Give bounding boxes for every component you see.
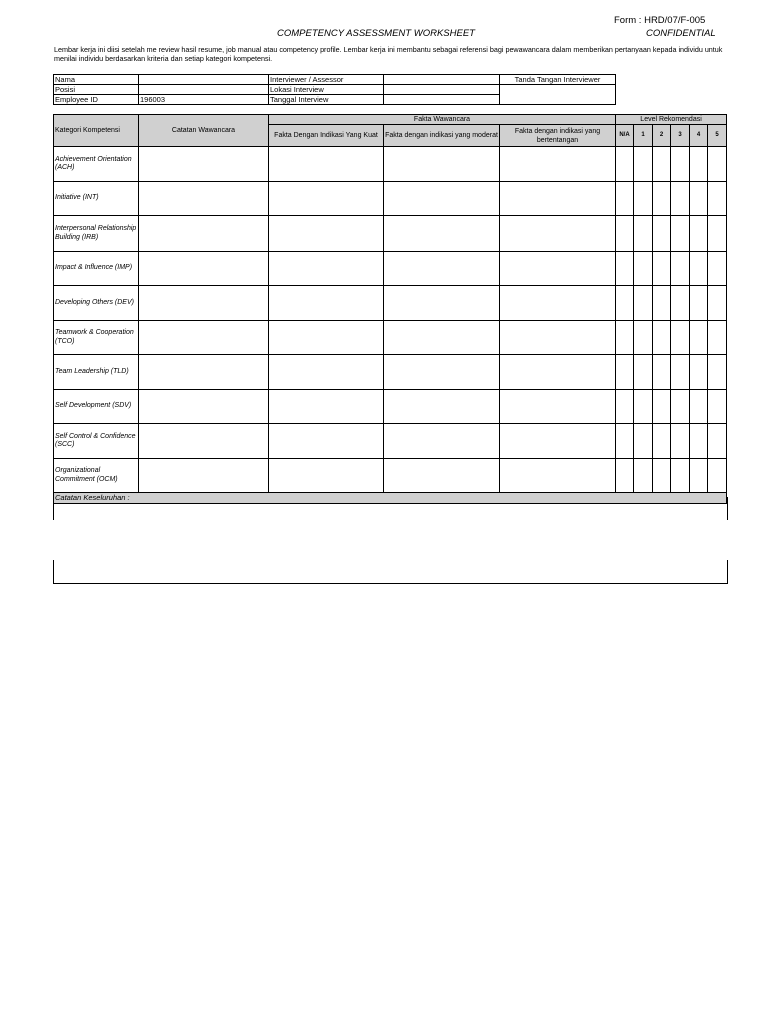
- header-level-na: N/A: [616, 125, 634, 147]
- catatan-cell[interactable]: [139, 355, 269, 390]
- fakta-bertentangan-cell[interactable]: [500, 459, 616, 493]
- level-3-cell[interactable]: [671, 286, 690, 321]
- fakta-kuat-cell[interactable]: [269, 321, 384, 355]
- level-4-cell[interactable]: [690, 459, 708, 493]
- header-level-2: 2: [653, 125, 671, 147]
- confidential-label: CONFIDENTIAL: [646, 28, 716, 39]
- fakta-moderat-cell[interactable]: [384, 147, 500, 182]
- level-4-cell[interactable]: [690, 286, 708, 321]
- fakta-bertentangan-cell[interactable]: [500, 321, 616, 355]
- level-3-cell[interactable]: [671, 355, 690, 390]
- competency-row: [54, 216, 727, 252]
- header-level-5: 5: [708, 125, 727, 147]
- lokasi-field[interactable]: [384, 85, 500, 95]
- competency-name: Achievement Orientation (ACH): [54, 147, 139, 182]
- document-title: COMPETENCY ASSESSMENT WORKSHEET: [277, 28, 475, 39]
- nama-label: Nama: [54, 75, 139, 85]
- competency-name: Team Leadership (TLD): [54, 355, 139, 390]
- fakta-moderat-cell[interactable]: [384, 216, 500, 252]
- level-3-cell[interactable]: [671, 424, 690, 459]
- level-4-cell[interactable]: [690, 355, 708, 390]
- level-2-cell[interactable]: [653, 390, 671, 424]
- header-level-3: 3: [671, 125, 690, 147]
- fakta-moderat-cell[interactable]: [384, 252, 500, 286]
- competency-table: [53, 114, 727, 504]
- catatan-cell[interactable]: [139, 459, 269, 493]
- interviewer-field[interactable]: [384, 75, 500, 85]
- fakta-moderat-cell[interactable]: [384, 424, 500, 459]
- level-na-cell[interactable]: [616, 182, 634, 216]
- signature-field[interactable]: [500, 85, 616, 105]
- level-5-cell[interactable]: [708, 321, 727, 355]
- nama-field[interactable]: [139, 75, 269, 85]
- employee-id-field[interactable]: 196003: [139, 95, 269, 105]
- employee-id-label: Employee ID: [54, 95, 139, 105]
- header-level-4: 4: [690, 125, 708, 147]
- header-fakta-bertentangan: Fakta dengan indikasi yang bertentangan: [500, 125, 616, 147]
- level-3-cell[interactable]: [671, 182, 690, 216]
- catatan-cell[interactable]: [139, 216, 269, 252]
- catatan-cell[interactable]: [139, 182, 269, 216]
- level-4-cell[interactable]: [690, 321, 708, 355]
- fakta-kuat-cell[interactable]: [269, 390, 384, 424]
- level-5-cell[interactable]: [708, 390, 727, 424]
- level-na-cell[interactable]: [616, 321, 634, 355]
- level-5-cell[interactable]: [708, 424, 727, 459]
- competency-name: Developing Others (DEV): [54, 286, 139, 321]
- level-1-cell[interactable]: [634, 182, 653, 216]
- level-1-cell[interactable]: [634, 216, 653, 252]
- competency-row: [54, 286, 727, 321]
- catatan-cell[interactable]: [139, 147, 269, 182]
- competency-name: Interpersonal Relationship Building (IRB): [54, 216, 139, 252]
- level-na-cell[interactable]: [616, 424, 634, 459]
- level-4-cell[interactable]: [690, 424, 708, 459]
- fakta-kuat-cell[interactable]: [269, 252, 384, 286]
- level-5-cell[interactable]: [708, 355, 727, 390]
- level-1-cell[interactable]: [634, 390, 653, 424]
- competency-row: [54, 424, 727, 459]
- fakta-kuat-cell[interactable]: [269, 355, 384, 390]
- level-2-cell[interactable]: [653, 216, 671, 252]
- competency-row: [54, 252, 727, 286]
- competency-name: Organizational Commitment (OCM): [54, 459, 139, 493]
- level-1-cell[interactable]: [634, 286, 653, 321]
- header-fakta-kuat: Fakta Dengan Indikasi Yang Kuat: [269, 125, 384, 147]
- level-2-cell[interactable]: [653, 286, 671, 321]
- competency-name: Self Control & Confidence (SCC): [54, 424, 139, 459]
- level-2-cell[interactable]: [653, 321, 671, 355]
- level-na-cell[interactable]: [616, 252, 634, 286]
- level-2-cell[interactable]: [653, 459, 671, 493]
- level-na-cell[interactable]: [616, 286, 634, 321]
- page-gap: [53, 520, 728, 560]
- level-4-cell[interactable]: [690, 252, 708, 286]
- level-3-cell[interactable]: [671, 216, 690, 252]
- fakta-bertentangan-cell[interactable]: [500, 252, 616, 286]
- posisi-label: Posisi: [54, 85, 139, 95]
- competency-name: Self Development (SDV): [54, 390, 139, 424]
- level-1-cell[interactable]: [634, 252, 653, 286]
- level-3-cell[interactable]: [671, 252, 690, 286]
- tanggal-label: Tanggal Interview: [269, 95, 384, 105]
- level-1-cell[interactable]: [634, 147, 653, 182]
- form-code: Form : HRD/07/F-005: [614, 15, 706, 26]
- level-2-cell[interactable]: [653, 182, 671, 216]
- level-1-cell[interactable]: [634, 459, 653, 493]
- level-3-cell[interactable]: [671, 459, 690, 493]
- fakta-kuat-cell[interactable]: [269, 216, 384, 252]
- candidate-info-table: [53, 74, 616, 105]
- level-3-cell[interactable]: [671, 147, 690, 182]
- header-fakta: Fakta Wawancara: [269, 115, 616, 125]
- header-catatan: Catatan Wawancara: [139, 115, 269, 147]
- fakta-moderat-cell[interactable]: [384, 286, 500, 321]
- competency-row: [54, 355, 727, 390]
- competency-rows: [54, 147, 727, 493]
- catatan-cell[interactable]: [139, 424, 269, 459]
- fakta-kuat-cell[interactable]: [269, 459, 384, 493]
- level-na-cell[interactable]: [616, 355, 634, 390]
- competency-name: Initiative (INT): [54, 182, 139, 216]
- fakta-moderat-cell[interactable]: [384, 355, 500, 390]
- level-5-cell[interactable]: [708, 216, 727, 252]
- header-kategori: Kategori Kompetensi: [54, 115, 139, 147]
- level-1-cell[interactable]: [634, 321, 653, 355]
- level-na-cell[interactable]: [616, 459, 634, 493]
- level-na-cell[interactable]: [616, 216, 634, 252]
- competency-row: [54, 182, 727, 216]
- level-5-cell[interactable]: [708, 286, 727, 321]
- level-5-cell[interactable]: [708, 459, 727, 493]
- competency-row: [54, 390, 727, 424]
- level-2-cell[interactable]: [653, 252, 671, 286]
- fakta-bertentangan-cell[interactable]: [500, 390, 616, 424]
- level-1-cell[interactable]: [634, 424, 653, 459]
- competency-name: Impact & Influence (IMP): [54, 252, 139, 286]
- level-4-cell[interactable]: [690, 390, 708, 424]
- level-2-cell[interactable]: [653, 355, 671, 390]
- tanggal-field[interactable]: [384, 95, 500, 105]
- header-level: Level Rekomendasi: [616, 115, 727, 125]
- fakta-bertentangan-cell[interactable]: [500, 424, 616, 459]
- level-5-cell[interactable]: [708, 252, 727, 286]
- header-fakta-moderat: Fakta dengan indikasi yang moderat: [384, 125, 500, 147]
- fakta-moderat-cell[interactable]: [384, 390, 500, 424]
- level-na-cell[interactable]: [616, 390, 634, 424]
- catatan-cell[interactable]: [139, 390, 269, 424]
- level-4-cell[interactable]: [690, 216, 708, 252]
- level-3-cell[interactable]: [671, 321, 690, 355]
- interviewer-label: Interviewer / Assessor: [269, 75, 384, 85]
- level-3-cell[interactable]: [671, 390, 690, 424]
- lokasi-label: Lokasi Interview: [269, 85, 384, 95]
- competency-row: [54, 321, 727, 355]
- fakta-moderat-cell[interactable]: [384, 459, 500, 493]
- catatan-keseluruhan-label: Catatan Keseluruhan :: [54, 493, 727, 504]
- fakta-bertentangan-cell[interactable]: [500, 216, 616, 252]
- signature-label: Tanda Tangan Interviewer: [500, 75, 616, 85]
- level-5-cell[interactable]: [708, 182, 727, 216]
- fakta-moderat-cell[interactable]: [384, 321, 500, 355]
- catatan-cell[interactable]: [139, 321, 269, 355]
- fakta-kuat-cell[interactable]: [269, 286, 384, 321]
- catatan-cell[interactable]: [139, 286, 269, 321]
- intro-text: Lembar kerja ini diisi setelah me review hasil resume, job manual atau competency profile. Lembar kerja ini membantu sebagai referensi bagi pewawancara dalam memberikan pertanyaan kepada individu untuk menilai individu berdasarkan kriteria dan setiap kategori kompetensi.: [54, 45, 723, 63]
- fakta-bertentangan-cell[interactable]: [500, 147, 616, 182]
- fakta-kuat-cell[interactable]: [269, 424, 384, 459]
- fakta-kuat-cell[interactable]: [269, 182, 384, 216]
- level-2-cell[interactable]: [653, 424, 671, 459]
- level-4-cell[interactable]: [690, 182, 708, 216]
- posisi-field[interactable]: [139, 85, 269, 95]
- competency-name: Teamwork & Cooperation (TCO): [54, 321, 139, 355]
- level-na-cell[interactable]: [616, 147, 634, 182]
- fakta-bertentangan-cell[interactable]: [500, 286, 616, 321]
- fakta-bertentangan-cell[interactable]: [500, 355, 616, 390]
- level-5-cell[interactable]: [708, 147, 727, 182]
- competency-row: [54, 147, 727, 182]
- level-4-cell[interactable]: [690, 147, 708, 182]
- competency-row: [54, 459, 727, 493]
- fakta-moderat-cell[interactable]: [384, 182, 500, 216]
- fakta-bertentangan-cell[interactable]: [500, 182, 616, 216]
- fakta-kuat-cell[interactable]: [269, 147, 384, 182]
- level-1-cell[interactable]: [634, 355, 653, 390]
- level-2-cell[interactable]: [653, 147, 671, 182]
- catatan-cell[interactable]: [139, 252, 269, 286]
- header-level-1: 1: [634, 125, 653, 147]
